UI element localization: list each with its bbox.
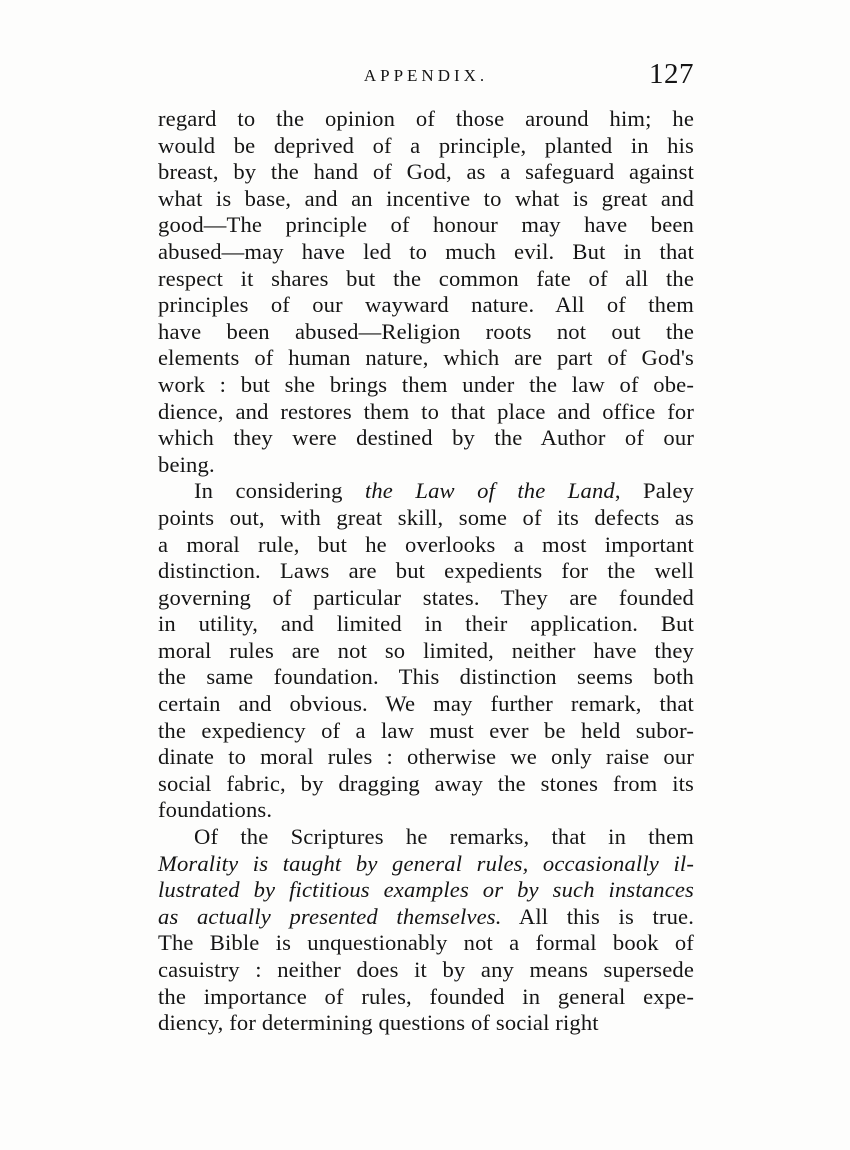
text-segment: All this is true. xyxy=(501,903,695,929)
text-line xyxy=(158,345,694,372)
italic-text: as actually presented themselves. xyxy=(158,903,502,929)
text-segment: which they were destined by the Author of our xyxy=(158,425,694,451)
text-line xyxy=(158,904,694,931)
text-line xyxy=(158,797,694,824)
text-segment: work : but she brings them under the law of obe- xyxy=(158,371,694,397)
text-line xyxy=(158,372,694,399)
text-line xyxy=(158,292,694,319)
text-line xyxy=(158,877,694,904)
italic-text: Morality is taught by general rules, occasionally il- xyxy=(158,850,694,876)
text-line xyxy=(158,558,694,585)
text-segment: elements of human nature, which are part of God's xyxy=(158,345,694,371)
text-line xyxy=(158,212,694,239)
text-segment: a moral rule, but he overlooks a most important xyxy=(158,531,694,557)
text-segment: breast, by the hand of God, as a safeguard against xyxy=(158,159,694,185)
text-line xyxy=(158,133,694,160)
text-line xyxy=(158,851,694,878)
text-line xyxy=(158,239,694,266)
text-segment: social fabric, by dragging away the stones from its xyxy=(158,770,694,796)
text-segment: , Paley xyxy=(614,478,694,504)
text-segment: dinate to moral rules : otherwise we only raise our xyxy=(158,744,694,770)
text-line xyxy=(158,957,694,984)
text-segment: The Bible is unquestionably not a formal book of xyxy=(158,930,694,956)
text-line xyxy=(158,638,694,665)
text-line xyxy=(158,984,694,1011)
italic-text: lustrated by fictitious examples or by such instances xyxy=(158,877,694,903)
text-line xyxy=(158,744,694,771)
text-segment: Of the Scriptures he remarks, that in them xyxy=(194,824,694,850)
text-segment: the importance of rules, founded in general expe- xyxy=(158,983,694,1009)
text-line xyxy=(158,159,694,186)
text-segment: in utility, and limited in their application. But xyxy=(158,611,694,637)
text-line xyxy=(158,106,694,133)
text-segment: moral rules are not so limited, neither have they xyxy=(158,637,694,663)
text-line xyxy=(158,1010,694,1037)
text-line xyxy=(158,824,694,851)
text-line xyxy=(158,771,694,798)
text-line xyxy=(158,319,694,346)
text-segment: distinction. Laws are but expedients for the well xyxy=(158,558,694,584)
text-line xyxy=(158,478,694,505)
text-line xyxy=(158,611,694,638)
text-line xyxy=(158,399,694,426)
text-line xyxy=(158,505,694,532)
text-segment: diency, for determining questions of social right xyxy=(158,1010,599,1036)
text-segment: have been abused—Religion roots not out the xyxy=(158,318,694,344)
text-segment: principles of our wayward nature. All of them xyxy=(158,292,694,318)
body-text xyxy=(158,106,694,1037)
text-line xyxy=(158,425,694,452)
text-line xyxy=(158,266,694,293)
page-number: 127 xyxy=(649,58,694,90)
text-line xyxy=(158,664,694,691)
text-segment: In considering xyxy=(194,478,365,504)
text-segment: dience, and restores them to that place and office for xyxy=(158,398,694,424)
text-segment: regard to the opinion of those around him; he xyxy=(158,106,694,131)
text-line xyxy=(158,930,694,957)
text-segment: foundations. xyxy=(158,797,273,823)
text-segment: what is base, and an incentive to what is great and xyxy=(158,185,694,211)
running-head xyxy=(158,58,694,98)
text-segment: abused—may have led to much evil. But in that xyxy=(158,238,694,264)
text-line xyxy=(158,186,694,213)
text-segment: would be deprived of a principle, planted in his xyxy=(158,132,694,158)
text-segment: points out, with great skill, some of its defects as xyxy=(158,504,694,530)
running-title: APPENDIX. xyxy=(363,66,489,85)
text-segment: casuistry : neither does it by any means supersede xyxy=(158,957,694,982)
text-line xyxy=(158,585,694,612)
text-segment: good—The principle of honour may have been xyxy=(158,212,694,238)
text-line xyxy=(158,691,694,718)
text-line xyxy=(158,452,694,479)
text-segment: being. xyxy=(158,451,215,477)
text-segment: governing of particular states. They are founded xyxy=(158,584,694,610)
text-segment: the same foundation. This distinction seems both xyxy=(158,664,694,690)
text-segment: certain and obvious. We may further remark, that xyxy=(158,691,694,717)
text-line xyxy=(158,532,694,559)
text-segment: the expediency of a law must ever be held subor- xyxy=(158,717,694,743)
italic-text: the Law of the Land xyxy=(364,478,615,504)
text-line xyxy=(158,718,694,745)
text-segment: respect it shares but the common fate of all the xyxy=(158,265,694,291)
